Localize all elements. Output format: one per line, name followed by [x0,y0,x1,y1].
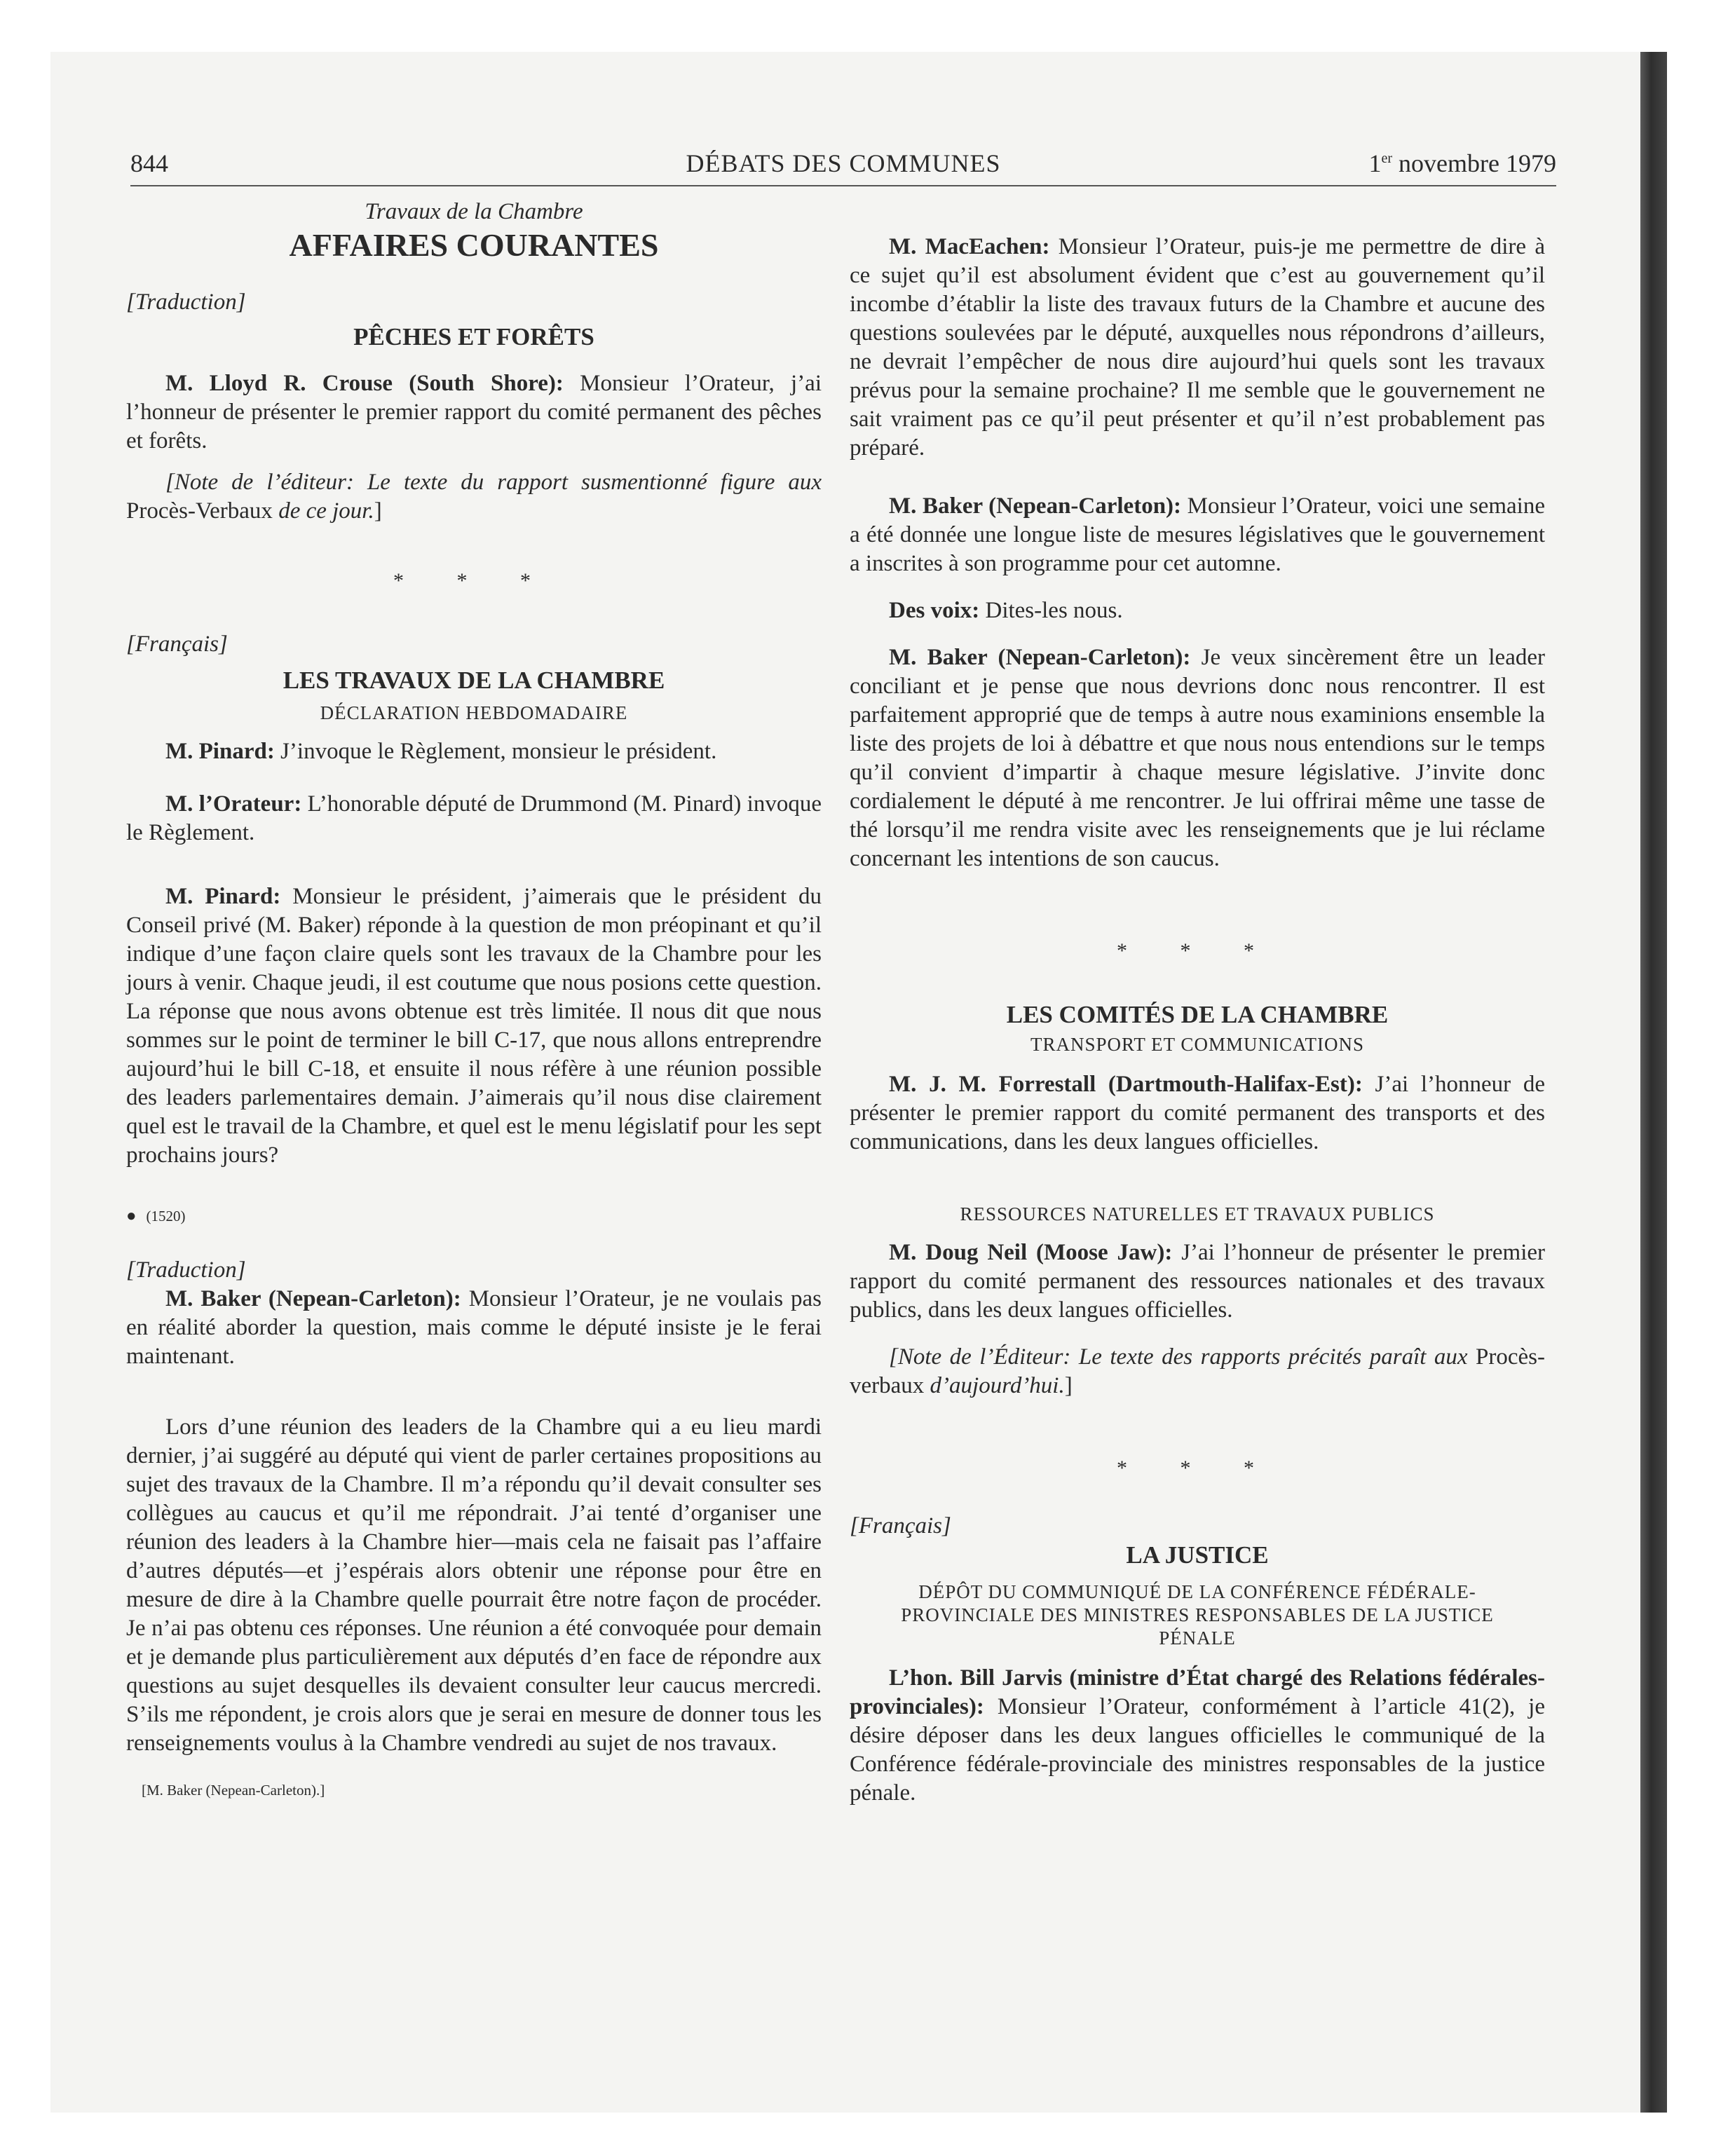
heading-travaux: LES TRAVAUX DE LA CHAMBRE [283,667,665,694]
page-date: 1er novembre 1979 [1368,149,1556,177]
speech-voix: Des voix: Dites-les nous. [889,598,1123,623]
speech-pinard-1: M. Pinard: J’invoque le Règlement, monsieur le président. [165,739,717,764]
editor-note-2: [Note de l’Éditeur: Le texte des rapports précités paraît aux Procès-verbaux d’aujourd’hui.] [850,1344,1545,1398]
time-marker: ● (1520) [126,1207,186,1225]
page-number: 844 [130,149,168,177]
subheading-declaration: DÉCLARATION HEBDOMADAIRE [320,702,628,723]
translation-tag-2: [Traduction] [126,1257,246,1283]
language-tag: [Français] [126,632,228,657]
speech-baker-3: M. Baker (Nepean-Carleton): Je veux sincèrement être un leader conciliant et je pense que nous devrions donc nous rencontrer. Il est parfaitement approprié que de temps à autre nous examinions ensemble la liste des projets de loi à débattre et que nous nous entendions sur le temps qu’il convient d’impartir à chaque mesure législative. J’invite donc cordialement le député à me rencontrer. Je lui offrirai même une tasse de thé lorsqu’il me rendra visite avec les renseignements que je lui réclame concernant les intentions de son caucus. [850,645,1545,871]
speech-neil: M. Doug Neil (Moose Jaw): J’ai l’honneur de présenter le premier rapport du comité permanent des ressources nationales et des travaux publics, dans les deux langues officielles. [850,1240,1545,1323]
publication-title: DÉBATS DES COMMUNES [686,149,1001,177]
heading-peches: PÊCHES ET FORÊTS [353,323,594,350]
right-column [850,198,1545,1808]
speech-pinard-2: M. Pinard: Monsieur le président, j’aimerais que le président du Conseil privé (M. Baker) réponde à la question de mon préopinant et qu’il indique d’une façon claire quels sont les travaux de la Chambre pour les jours à venir. Chaque jeudi, il est coutume que nous posions cette question. La réponse que nous avons obtenue est très limitée. Il nous dit que nous sommes sur le point de terminer le bill C-17, que nous allons entreprendre aujourd’hui le bill C-18, et ensuite il nous réfère à une réunion possible des leaders parlementaires demain. J’aimerais qu’il nous dise clairement quel est le travail de la Chambre, et quel est le menu législatif pour les sept prochains jours? [126,884,822,1168]
left-column [126,198,822,1805]
editor-note-1: [Note de l’éditeur: Le texte du rapport susmentionné figure aux Procès-Verbaux de ce jour.] [126,470,822,524]
speech-orateur: M. l’Orateur: L’honorable député de Drummond (M. Pinard) invoque le Règlement. [126,791,822,845]
subheading-ressources: RESSOURCES NATURELLES ET TRAVAUX PUBLICS [960,1203,1435,1224]
speech-baker-1: M. Baker (Nepean-Carleton): Monsieur l’Orateur, je ne voulais pas en réalité aborder la question, mais comme le député insiste je le ferai maintenant. [126,1286,822,1369]
speech-baker-1-cont: Lors d’une réunion des leaders de la Chambre qui a eu lieu mardi dernier, j’ai suggéré au député qui vient de parler certaines propositions au sujet des travaux de la Chambre. Il m’a répondu qu’il devait consulter ses collègues au caucus et qu’il me répondrait. J’ai tenté d’organiser une réunion des leaders à la Chambre hier—mais cela ne faisait pas l’affaire d’autres députés—et j’espérais alors obtenir une réponse pour être en mesure de dire à la Chambre quelle pourrait être notre façon de procéder. Je n’ai pas obtenu ces réponses. Une réunion a été convoquée pour demain et je demande plus particulièrement aux députés d’en face de répondre aux questions au sujet desquelles ils devaient consulter leur caucus mercredi. S’ils me répondent, je crois alors que je serai en mesure de donner tous les renseignements voulus à la Chambre vendredi au sujet de nos travaux. [126,1414,822,1756]
speech-jarvis: L’hon. Bill Jarvis (ministre d’État chargé des Relations fédérales-provinciales): Monsieur l’Orateur, conformément à l’article 41(2), je désire déposer dans les deux langues officielles le communiqué de la Conférence fédérale-provinciale des ministres responsables de la justice pénale. [850,1665,1545,1806]
speech-forrestall: M. J. M. Forrestall (Dartmouth-Halifax-Est): J’ai l’honneur de présenter le premier rapport du comité permanent des transports et des communications, dans les deux langues officielles. [850,1072,1545,1154]
language-tag-2: [Français] [850,1513,951,1538]
section-title: AFFAIRES COURANTES [289,227,659,263]
section-kicker: Travaux de la Chambre [365,199,583,224]
page-footer: [M. Baker (Nepean-Carleton).] [142,1782,325,1799]
separator-stars: * * * [393,569,554,592]
subheading-transport: TRANSPORT ET COMMUNICATIONS [1030,1034,1364,1055]
scan-edge [1640,52,1667,2113]
speech-crouse: M. Lloyd R. Crouse (South Shore): Monsieur l’Orateur, j’ai l’honneur de présenter le premier rapport du comité permanent des pêches et forêts. [126,371,822,453]
translation-tag: [Traduction] [126,289,246,315]
separator-stars-2: * * * [1117,939,1278,962]
running-header [130,149,1556,186]
heading-comites: LES COMITÉS DE LA CHAMBRE [1006,1001,1389,1028]
subheading-justice: DÉPÔT DU COMMUNIQUÉ DE LA CONFÉRENCE FÉDÉRALE-PROVINCIALE DES MINISTRES RESPONSABLES DE LA JUSTICE PÉNALE [901,1581,1494,1649]
heading-justice: LA JUSTICE [1126,1541,1269,1569]
separator-stars-3: * * * [1117,1456,1278,1480]
bullet-icon: ● [126,1207,137,1225]
speech-maceachen: M. MacEachen: Monsieur l’Orateur, puis-je me permettre de dire à ce sujet qu’il est absolument évident que c’est au gouvernement qu’il incombe d’établir la liste des travaux futurs de la Chambre et aucune des questions soulevées par le député, auxquelles nous répondrons d’ailleurs, ne devrait l’empêcher de nous dire aujourd’hui quels sont les travaux prévus pour la semaine prochaine? Il me semble que le gouvernement ne sait vraiment pas ce qu’il peut présenter et qu’il n’est probablement pas préparé. [850,234,1545,460]
speech-baker-2: M. Baker (Nepean-Carleton): Monsieur l’Orateur, voici une semaine a été donnée une longue liste de mesures législatives que le gouvernement a inscrites à son programme pour cet automne. [850,493,1545,576]
